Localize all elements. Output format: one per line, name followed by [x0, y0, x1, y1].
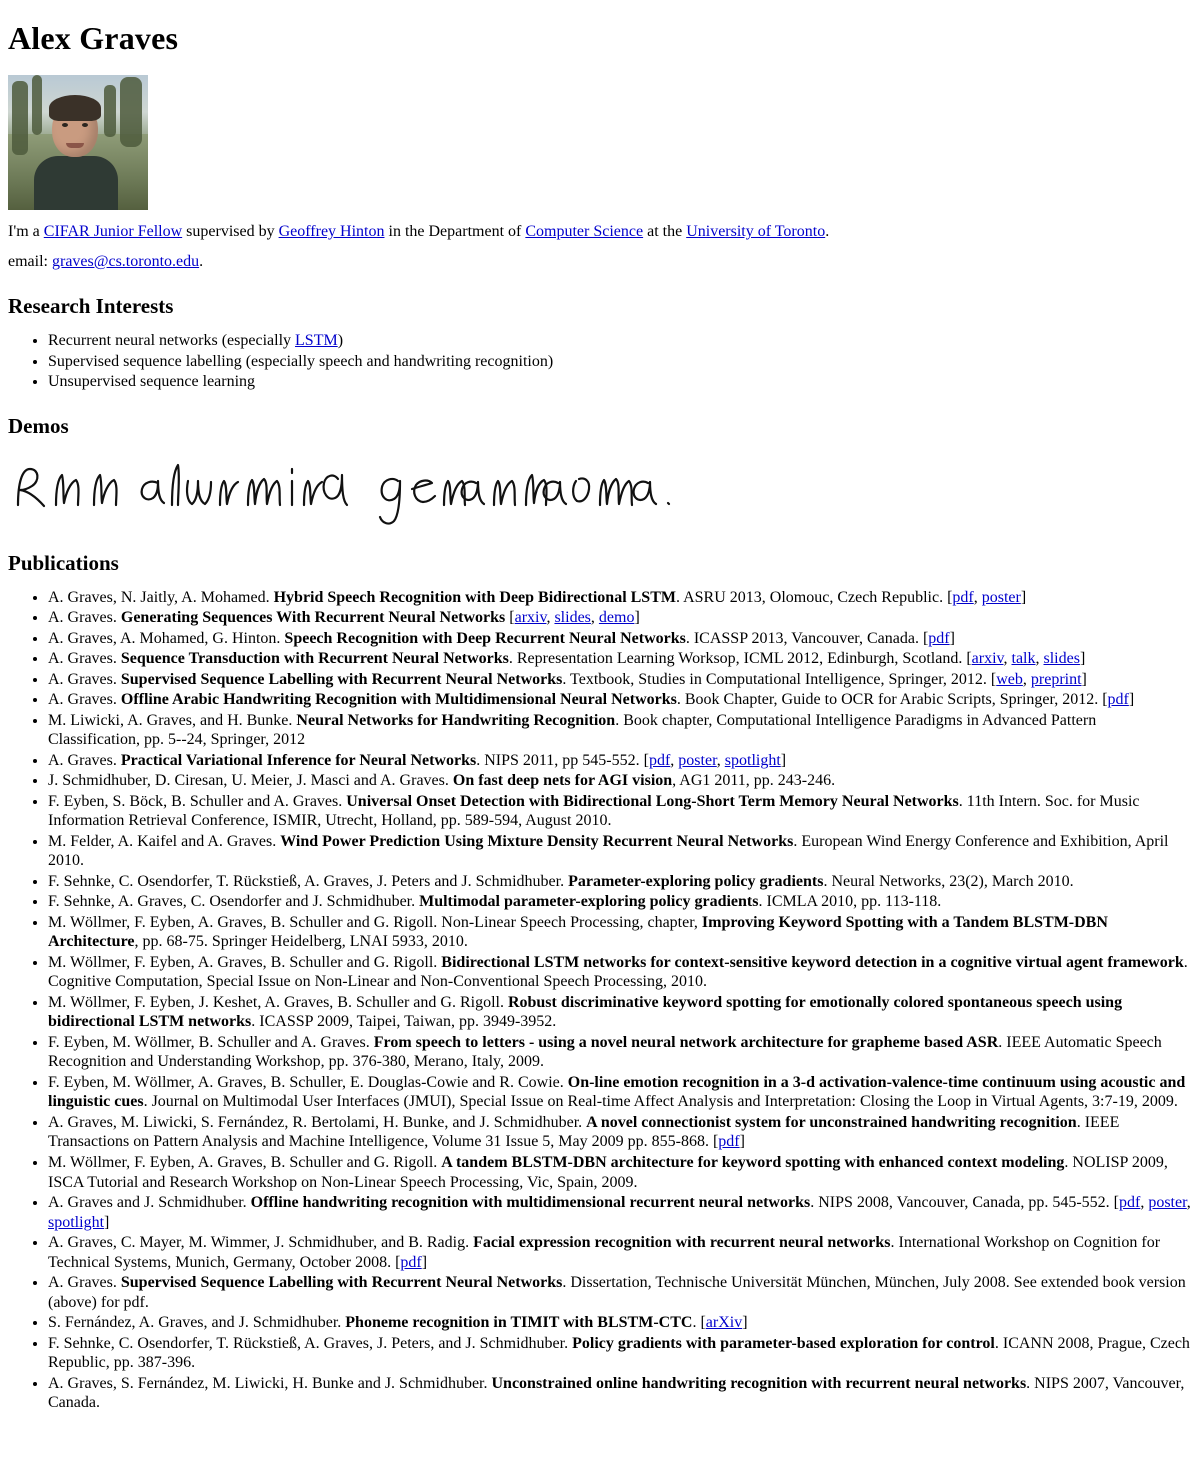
publication-tail: ]: [1020, 588, 1027, 606]
lstm-link[interactable]: LSTM: [295, 332, 338, 349]
publication-authors: F. Eyben, M. Wöllmer, A. Graves, B. Schuller, E. Douglas-Cowie and R. Cowie.: [48, 1073, 568, 1091]
link-separator: ,: [546, 609, 555, 627]
publication-venue: . 11th Intern. Soc. for Music Information Retrieval Conference, ISMIR, Utrecht, Holland, pp. 589-594, August 2010.: [48, 792, 1140, 830]
publication-link-pdf[interactable]: pdf: [1119, 1194, 1141, 1212]
publication-authors: J. Schmidhuber, D. Ciresan, U. Meier, J. Masci and A. Graves.: [48, 772, 453, 790]
publication-authors: F. Sehnke, C. Osendorfer, T. Rückstieß, A. Graves, J. Peters, and J. Schmidhuber.: [48, 1334, 573, 1352]
publication-title: Offline Arabic Handwriting Recognition with Multidimensional Neural Networks: [120, 691, 677, 709]
publication-authors: A. Graves.: [48, 1274, 121, 1292]
publication-venue: . Journal on Multimodal User Interfaces (JMUI), Special Issue on Real-time Affect Analysis and Interpretation: Closing the Loop in Virtual Agents, 3:7-19, 2009.: [143, 1093, 1178, 1111]
publication-item: [48, 690, 1192, 710]
link-separator: ,: [1003, 650, 1012, 668]
publication-venue: . ICASSP 2009, Taipei, Taiwan, pp. 3949-3952.: [251, 1013, 557, 1031]
publication-link-pdf[interactable]: pdf: [400, 1253, 422, 1271]
research-interest-text-tail: ): [337, 332, 344, 349]
publication-venue: . IEEE Transactions on Pattern Analysis and Machine Intelligence, Volume 31 Issue 5, May 2009 pp. 855-868. [: [48, 1113, 1120, 1151]
publication-link-web[interactable]: web: [996, 670, 1023, 688]
photo-eye: [82, 123, 88, 127]
publication-title: Universal Onset Detection with Bidirectional Long-Short Term Memory Neural Networks: [346, 792, 959, 810]
publication-authors: M. Wöllmer, F. Eyben, A. Graves, B. Schuller and G. Rigoll.: [48, 1153, 442, 1171]
publication-venue: . Cognitive Computation, Special Issue on Non-Linear and Non-Conventional Speech Processing, 2010.: [48, 953, 1188, 991]
photo-torso: [34, 156, 118, 210]
photo-tree: [32, 75, 42, 135]
intro-paragraph: [8, 222, 1192, 242]
publication-item: [48, 792, 1192, 831]
publication-link-talk[interactable]: talk: [1011, 650, 1036, 668]
photo-tree: [12, 81, 28, 155]
publication-title: Wind Power Prediction Using Mixture Density Recurrent Neural Networks: [280, 832, 794, 850]
link-separator: ,: [590, 609, 599, 627]
research-interest-text: Unsupervised sequence learning: [48, 373, 256, 391]
publication-title: On-line emotion recognition in a 3-d activation-valence-time continuum using acoustic and linguistic cues: [48, 1073, 1186, 1111]
publication-tail: ]: [1128, 691, 1135, 709]
link-separator: ,: [1022, 670, 1031, 688]
publication-authors: A. Graves.: [48, 691, 121, 709]
publication-venue: . NIPS 2008, Vancouver, Canada, pp. 545-552. [: [810, 1194, 1119, 1212]
publication-authors: F. Eyben, S. Böck, B. Schuller and A. Graves.: [48, 792, 347, 810]
publication-title: Improving Keyword Spotting with a Tandem BLSTM-DBN Architecture: [48, 913, 1108, 951]
photo-hair: [49, 95, 101, 121]
photo-tree: [120, 77, 142, 147]
publication-link-slides[interactable]: slides: [1043, 650, 1080, 668]
publication-authors: A. Graves.: [48, 751, 121, 769]
publication-title: From speech to letters - using a novel neural network architecture for grapheme based ASR: [373, 1033, 999, 1051]
publication-item: [48, 670, 1192, 690]
publication-authors: M. Wöllmer, F. Eyben, A. Graves, B. Schuller and G. Rigoll.: [48, 953, 442, 971]
publication-title: Sequence Transduction with Recurrent Neural Networks: [120, 650, 509, 668]
publication-tail: ]: [742, 1314, 748, 1332]
handwriting-script-image: [8, 453, 708, 529]
publication-title: Supervised Sequence Labelling with Recurrent Neural Networks: [120, 1274, 563, 1292]
publication-item: [48, 953, 1192, 992]
publication-venue: . Representation Learning Worksop, ICML 2012, Edinburgh, Scotland. [: [508, 650, 972, 668]
publication-item: [48, 913, 1192, 952]
publication-tail: ]: [421, 1253, 428, 1271]
photo-tree: [104, 85, 116, 137]
publication-item: [48, 1334, 1192, 1373]
publication-item: [48, 832, 1192, 871]
publication-item: [48, 1273, 1192, 1312]
publication-link-poster[interactable]: poster: [678, 751, 717, 769]
computer-science-link[interactable]: Computer Science: [525, 223, 644, 240]
page-title: Alex Graves: [8, 20, 179, 56]
publication-title: Bidirectional LSTM networks for context-sensitive keyword detection in a cognitive virtual agent framework: [441, 953, 1184, 971]
publication-venue: . Textbook, Studies in Computational Intelligence, Springer, 2012. [: [562, 670, 997, 688]
publication-authors: M. Felder, A. Kaifel and A. Graves.: [48, 832, 281, 850]
email-link[interactable]: graves@cs.toronto.edu: [51, 253, 200, 270]
publication-title: Neural Networks for Handwriting Recognition: [296, 711, 616, 729]
publication-item: [48, 1233, 1192, 1272]
handwriting-demo-link-wrap[interactable]: [8, 453, 1192, 529]
cifar-junior-fellow-link[interactable]: CIFAR Junior Fellow: [43, 223, 183, 240]
publication-authors: A. Graves, M. Liwicki, S. Fernández, R. Bertolami, H. Bunke, and J. Schmidhuber.: [48, 1113, 587, 1131]
publications-heading: Publications: [8, 550, 119, 575]
publication-link-pdf[interactable]: pdf: [1107, 691, 1129, 709]
publication-title: Facial expression recognition with recurrent neural networks: [473, 1234, 891, 1252]
university-of-toronto-link[interactable]: University of Toronto: [686, 223, 826, 240]
publication-tail: ]: [634, 609, 640, 627]
publication-venue: . ICANN 2008, Prague, Czech Republic, pp. 387-396.: [48, 1334, 1190, 1372]
publication-authors: A. Graves, C. Mayer, M. Wimmer, J. Schmidhuber, and B. Radig.: [48, 1234, 474, 1252]
publication-venue: . European Wind Energy Conference and Exhibition, April 2010.: [48, 832, 1169, 870]
publication-item: [48, 993, 1192, 1032]
publication-link-spotlight[interactable]: spotlight: [724, 751, 781, 769]
publication-venue: . ASRU 2013, Olomouc, Czech Republic. [: [675, 588, 953, 606]
publication-title: A tandem BLSTM-DBN architecture for keyword spotting with enhanced context modeling: [441, 1153, 1065, 1171]
publication-authors: F. Eyben, M. Wöllmer, B. Schuller and A. Graves.: [48, 1033, 374, 1051]
publication-venue: . Neural Networks, 23(2), March 2010.: [823, 872, 1074, 890]
publication-tail: ]: [949, 629, 955, 647]
photo-mouth: [66, 143, 84, 148]
intro-mid1: supervised by: [182, 223, 279, 240]
publication-tail: ]: [1079, 650, 1086, 668]
publication-authors: A. Graves.: [48, 650, 121, 668]
demos-heading: Demos: [8, 413, 69, 438]
publication-title: Unconstrained online handwriting recognition with recurrent neural networks: [491, 1374, 1027, 1392]
publication-item: [48, 1113, 1192, 1152]
publication-item: [48, 1033, 1192, 1072]
publication-authors: F. Sehnke, C. Osendorfer, T. Rückstieß, A. Graves, J. Peters and J. Schmidhuber.: [48, 872, 569, 890]
publication-title: Phoneme recognition in TIMIT with BLSTM-CTC: [345, 1314, 693, 1332]
publication-item: [48, 1153, 1192, 1192]
publication-venue: . Book chapter, Computational Intelligence Paradigms in Advanced Pattern Classification, pp. 5--24, Springer, 2012: [48, 711, 1097, 749]
intro-mid3: at the: [643, 223, 687, 240]
publication-item: [48, 1374, 1192, 1413]
publication-tail: ]: [1081, 670, 1087, 688]
publication-authors: M. Liwicki, A. Graves, and H. Bunke.: [48, 711, 297, 729]
research-interest-text: Supervised sequence labelling (especially speech and handwriting recognition): [48, 352, 554, 370]
photo-eye: [62, 123, 68, 127]
publication-item: [48, 649, 1192, 669]
link-separator: ,: [716, 751, 725, 769]
publication-authors: S. Fernández, A. Graves, and J. Schmidhuber.: [48, 1314, 346, 1332]
publication-venue: . Book Chapter, Guide to OCR for Arabic Scripts, Springer, 2012. [: [676, 691, 1108, 709]
geoffrey-hinton-link[interactable]: Geoffrey Hinton: [278, 223, 385, 240]
publication-title: Multimodal parameter-exploring policy gradients: [419, 893, 759, 911]
link-separator: ,: [670, 751, 679, 769]
link-separator: ,: [1140, 1194, 1149, 1212]
research-interest-item: [48, 372, 1192, 392]
research-interests-heading: Research Interests: [8, 294, 174, 318]
email-label: email:: [8, 253, 52, 270]
publication-title: Parameter-exploring policy gradients: [568, 872, 824, 890]
publication-item: [48, 1313, 1192, 1333]
publication-link-pdf[interactable]: pdf: [648, 751, 671, 769]
publication-title: Offline handwriting recognition with multidimensional recurrent neural networks: [250, 1194, 811, 1212]
publication-link-pdf[interactable]: pdf: [952, 588, 974, 606]
publication-title: Generating Sequences With Recurrent Neural Networks: [120, 609, 506, 627]
publication-link-poster[interactable]: poster: [981, 588, 1021, 606]
profile-photo: [8, 75, 148, 210]
publication-authors: M. Wöllmer, F. Eyben, J. Keshet, A. Graves, B. Schuller and G. Rigoll.: [48, 993, 508, 1011]
publication-title: Policy gradients with parameter-based exploration for control: [572, 1334, 995, 1352]
publication-item: [48, 771, 1192, 791]
publication-venue: . [: [692, 1314, 706, 1332]
publication-tail: ]: [104, 1213, 110, 1231]
publication-title: Robust discriminative keyword spotting for emotionally colored spontaneous speech using bidirectional LSTM networks: [48, 993, 1123, 1031]
publication-venue: . NIPS 2011, pp 545-552. [: [476, 751, 649, 769]
publication-item: [48, 892, 1192, 912]
publication-link-poster[interactable]: poster: [1148, 1194, 1187, 1212]
publication-venue: . Dissertation, Technische Universität München, München, July 2008. See extended book version (above) for pdf.: [48, 1274, 1186, 1311]
publication-authors: F. Sehnke, A. Graves, C. Osendorfer and J. Schmidhuber.: [48, 893, 420, 911]
publication-link-arxiv[interactable]: arxiv: [514, 609, 547, 627]
publication-item: [48, 872, 1192, 892]
publication-venue: . NOLISP 2009, ISCA Tutorial and Research Workshop on Non-Linear Speech Processing, Vic, Spain, 2009.: [48, 1153, 1168, 1191]
publication-title: On fast deep nets for AGI vision: [452, 772, 673, 790]
publication-venue: , AG1 2011, pp. 243-246.: [672, 772, 836, 790]
publication-title: Practical Variational Inference for Neural Networks: [120, 751, 477, 769]
publication-item: [48, 629, 1192, 649]
publication-title: Supervised Sequence Labelling with Recurrent Neural Networks: [120, 670, 563, 688]
publication-tail: ]: [739, 1133, 745, 1151]
publication-item: [48, 608, 1192, 628]
intro-mid2: in the Department of: [384, 223, 526, 240]
publication-item: [48, 711, 1192, 750]
intro-suffix: .: [825, 223, 830, 240]
publication-title: Speech Recognition with Deep Recurrent Neural Networks: [284, 629, 686, 647]
publication-venue: . NIPS 2007, Vancouver, Canada.: [48, 1374, 1185, 1412]
publication-authors: M. Wöllmer, F. Eyben, A. Graves, B. Schuller and G. Rigoll. Non-Linear Speech Processing, chapter,: [48, 913, 702, 931]
publication-venue: . International Workshop on Cognition for Technical Systems, Munich, Germany, October 2008. [: [48, 1234, 1161, 1271]
email-suffix: .: [199, 253, 204, 270]
research-interests-list: [8, 331, 1192, 392]
publication-item: [48, 751, 1192, 771]
publication-link-demo[interactable]: demo: [598, 609, 635, 627]
publication-venue: , pp. 68-75. Springer Heidelberg, LNAI 5933, 2010.: [134, 933, 468, 951]
publications-list: [8, 588, 1192, 1413]
publication-link-arxiv[interactable]: arXiv: [705, 1314, 743, 1332]
publication-authors: A. Graves, S. Fernández, M. Liwicki, H. Bunke and J. Schmidhuber.: [48, 1374, 492, 1392]
publication-title: Hybrid Speech Recognition with Deep Bidirectional LSTM: [273, 588, 676, 606]
publication-link-pdf[interactable]: pdf: [718, 1133, 740, 1151]
publication-authors: A. Graves, A. Mohamed, G. Hinton.: [48, 629, 285, 647]
research-interest-item: [48, 331, 1192, 351]
publication-venue: . ICASSP 2013, Vancouver, Canada. [: [685, 629, 929, 647]
publication-link-arxiv[interactable]: arxiv: [971, 650, 1004, 668]
publication-title: A novel connectionist system for unconstrained handwriting recognition: [586, 1113, 1077, 1131]
publication-venue: . ICMLA 2010, pp. 113-118.: [758, 893, 942, 911]
intro-prefix: I'm a: [8, 223, 44, 240]
email-paragraph: [8, 252, 1192, 272]
publication-venue: . IEEE Automatic Speech Recognition and Understanding Workshop, pp. 376-380, Merano, Italy, 2009.: [48, 1033, 1162, 1071]
publication-link-spotlight[interactable]: spotlight: [48, 1213, 105, 1231]
research-interest-text: Recurrent neural networks (especially: [48, 332, 296, 349]
publication-authors: A. Graves and J. Schmidhuber.: [48, 1194, 251, 1212]
publication-tail: ]: [780, 751, 787, 769]
publication-authors: A. Graves.: [48, 609, 121, 627]
publication-authors: A. Graves.: [48, 670, 121, 688]
link-separator: ,: [1035, 650, 1044, 668]
rnn-handwriting-generation-demo-link[interactable]: [8, 453, 1192, 529]
publication-link-preprint[interactable]: preprint: [1030, 670, 1082, 688]
publication-venue: [: [505, 609, 515, 627]
research-interest-item: [48, 352, 1192, 372]
publication-link-slides[interactable]: slides: [554, 609, 591, 627]
publication-item: [48, 588, 1192, 608]
publication-link-pdf[interactable]: pdf: [928, 629, 950, 647]
publication-authors: A. Graves, N. Jaitly, A. Mohamed.: [48, 588, 274, 606]
link-separator: ,: [1186, 1194, 1191, 1212]
publication-item: [48, 1193, 1192, 1232]
link-separator: ,: [973, 588, 982, 606]
publication-item: [48, 1073, 1192, 1112]
